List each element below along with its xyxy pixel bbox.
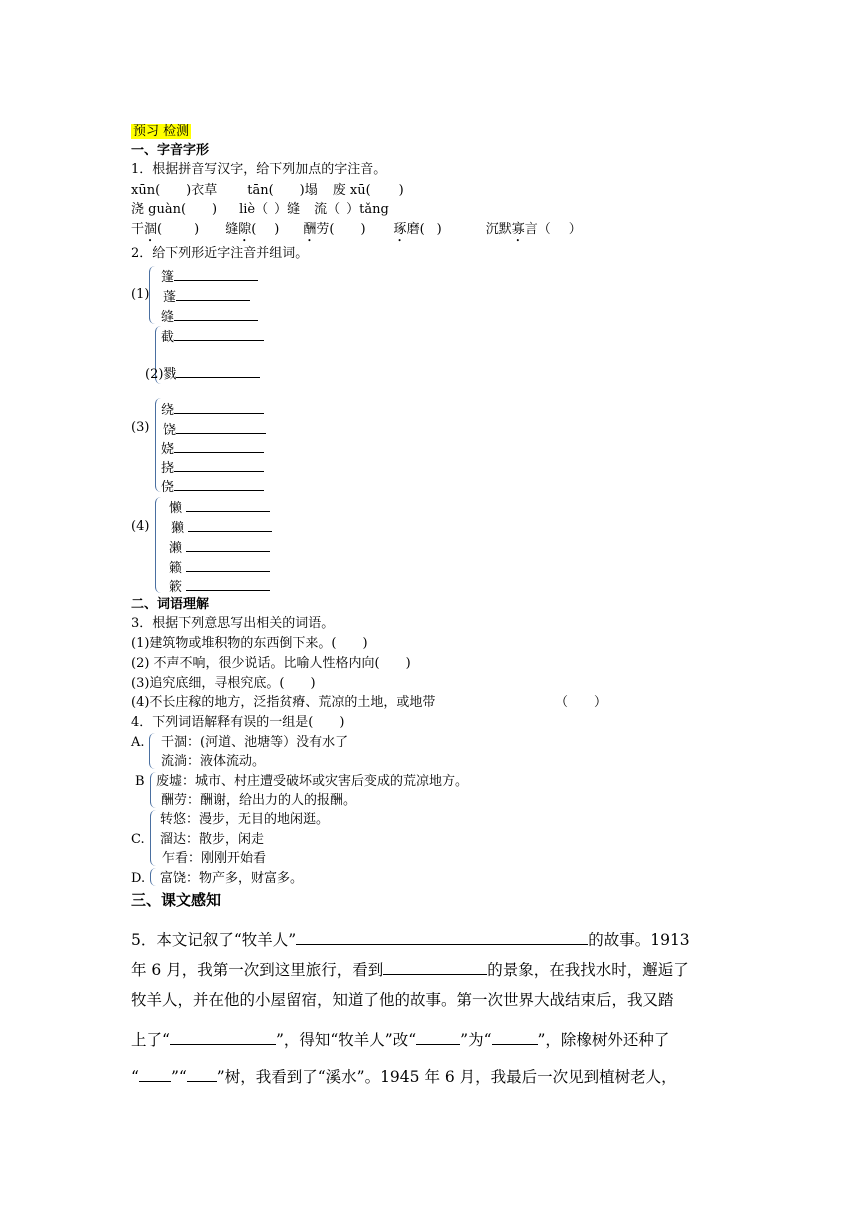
dotted-chars-row: 干涸( ) 缝隙( ) 酬劳( ) 琢磨( ) 沉默寡言（ ） bbox=[131, 222, 582, 237]
group-3-item: 娆 bbox=[161, 438, 264, 458]
group-4-item: 簌 bbox=[169, 576, 270, 596]
q3-item: (2) 不声不响，很少说话。比喻人性格内向( ) bbox=[131, 656, 411, 671]
option-d-letter: D. bbox=[131, 871, 146, 886]
group-4-label: (4) bbox=[131, 519, 150, 534]
group-1-item: 篷 bbox=[161, 266, 258, 286]
group-3-item: 绕 bbox=[161, 399, 264, 419]
paragraph-line-2: 年 6 月，我第一次到这里旅行，看到 的景象，在我找水时，邂逅了 bbox=[131, 961, 689, 979]
section-title-1: 一、字音字形 bbox=[131, 143, 210, 158]
section-tag: 预习 检测 bbox=[133, 124, 190, 139]
group-1-label: (1) bbox=[131, 287, 150, 302]
option-b-line: 废墟：城市、村庄遭受破坏或灾害后变成的荒凉地方。 bbox=[156, 774, 469, 789]
section-title-3: 三、课文感知 bbox=[131, 891, 222, 909]
brace-option-d bbox=[150, 868, 156, 886]
option-a-line: 流淌：液体流动。 bbox=[161, 754, 266, 769]
option-b-letter: B bbox=[135, 774, 145, 789]
group-1-item: 蓬 bbox=[163, 286, 250, 306]
paragraph-line-1: 5．本文记叙了“牧羊人” 的故事。1913 bbox=[131, 931, 690, 949]
option-c-line: 乍看：刚刚开始看 bbox=[162, 851, 267, 866]
brace-group-4 bbox=[155, 497, 161, 593]
question-1: 1．根据拼音写汉字，给下列加点的字注音。 bbox=[131, 162, 387, 177]
pinyin-row-1: xūn( )衣草 tān( )塌 废 xū( ) bbox=[131, 183, 404, 198]
section-title-2: 二、词语理解 bbox=[131, 597, 210, 612]
group-3-item: 饶 bbox=[163, 419, 266, 439]
option-a-line: 干涸：(河道、池塘等）没有水了 bbox=[161, 735, 349, 750]
paragraph-line-5: “ ”“ ”树，我看到了“溪水”。1945 年 6 月，我最后一次见到植树老人， bbox=[131, 1068, 677, 1086]
group-4-item: 獭 bbox=[171, 517, 272, 537]
option-b-line: 酬劳：酬谢，给出力的人的报酬。 bbox=[161, 793, 357, 808]
group-3-item: 挠 bbox=[161, 457, 264, 477]
question-4: 4．下列词语解释有误的一组是( ) bbox=[131, 715, 345, 730]
option-a-letter: A. bbox=[131, 735, 145, 750]
group-3-item: 侥 bbox=[161, 476, 264, 496]
q3-item: (1)建筑物或堆积物的东西倒下来。( ) bbox=[131, 636, 368, 651]
brace-option-a bbox=[149, 733, 155, 769]
brace-group-1 bbox=[149, 266, 155, 324]
question-2: 2．给下列形近字注音并组词。 bbox=[131, 246, 309, 261]
group-2-item: 截 bbox=[161, 326, 264, 346]
group-3-label: (3) bbox=[131, 420, 150, 435]
paragraph-line-4: 上了“ ”，得知“牧羊人”改“ ”为“ ”，除橡树外还种了 bbox=[131, 1031, 670, 1049]
pinyin-row-2: 浇 guàn( ) liè（ ）缝 流（ ）tǎng bbox=[131, 202, 389, 217]
brace-option-c bbox=[150, 810, 156, 866]
group-4-item: 濑 bbox=[169, 537, 270, 557]
q3-item: (3)追究底细，寻根究底。( ) bbox=[131, 676, 316, 691]
group-1-item: 缝 bbox=[161, 306, 258, 326]
group-4-item: 懒 bbox=[169, 497, 270, 517]
question-3: 3．根据下列意思写出相关的词语。 bbox=[131, 616, 335, 631]
option-c-line: 溜达：散步，闲走 bbox=[160, 832, 265, 847]
paragraph-line-3: 牧羊人，并在他的小屋留宿，知道了他的故事。第一次世界大战结束后，我又踏 bbox=[131, 991, 674, 1009]
option-d-line: 富饶：物产多，财富多。 bbox=[160, 871, 304, 886]
group-2-item: (2)戮 bbox=[145, 363, 260, 383]
group-4-item: 籁 bbox=[169, 557, 270, 577]
option-c-line: 转悠：漫步，无目的地闲逛。 bbox=[160, 812, 330, 827]
answer-paren: （ ） bbox=[555, 695, 608, 710]
q3-item: (4)不长庄稼的地方，泛指贫瘠、荒凉的土地，或地带 bbox=[131, 695, 436, 710]
option-c-letter: C. bbox=[131, 832, 145, 847]
